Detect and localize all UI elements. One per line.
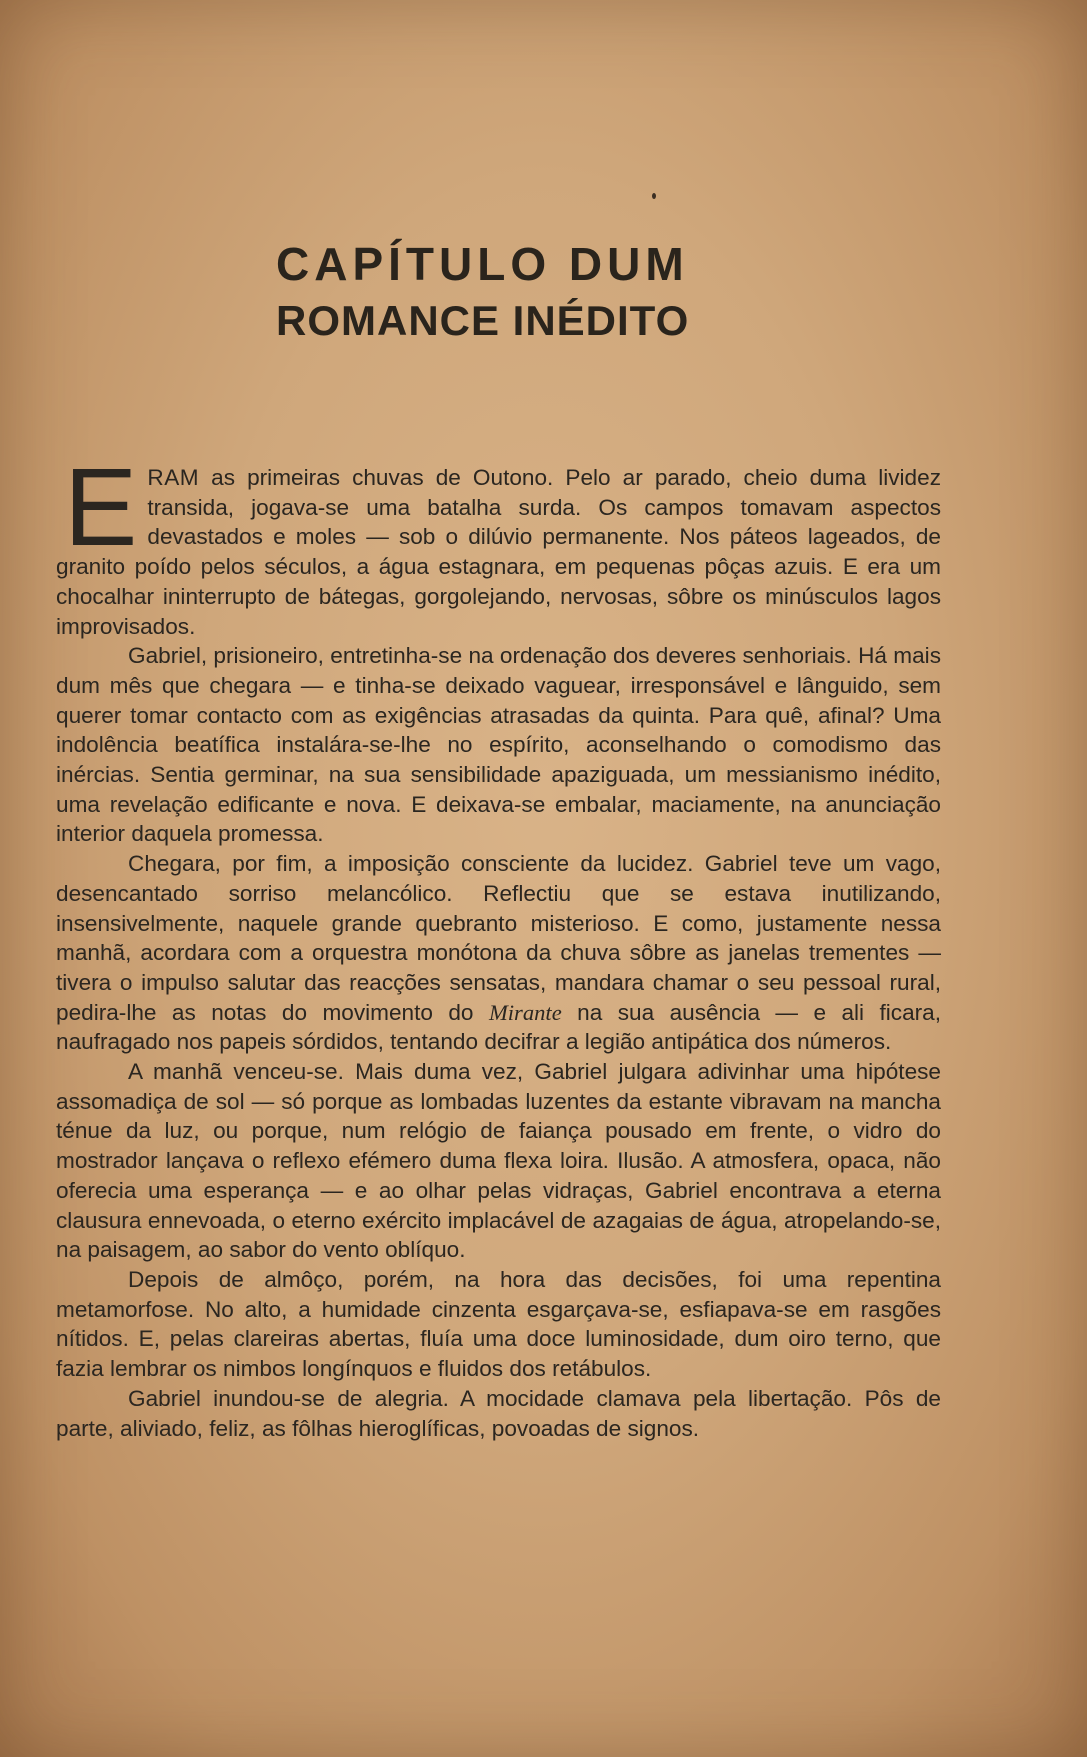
paragraph-4: A manhã venceu-se. Mais duma vez, Gabriel julgara adivinhar uma hipótese assomadiça de sol — só porque as lombadas luzentes da estante vibravam na mancha ténue da luz, ou porque, num relógio de faiança pousado em frente, o vidro do mostrador lançava o reflexo efémero duma flexa loira. Ilusão. A atmosfera, opaca, não oferecia uma esperança — e ao olhar pelas vidraças, Gabriel encontrava a eterna clausura ennevoada, o eterno exército implacável de azagaias de água, atropelando-se, na paisagem, ao sabor do vento oblíquo. xyxy=(56,1059,941,1263)
lead-word: RAM xyxy=(147,465,200,490)
drop-cap: E xyxy=(64,446,138,569)
paragraph-2: Gabriel, prisioneiro, entretinha-se na ordenação dos deveres senhoriais. Há mais dum mês que chegara — e tinha-se deixado vaguear, irresponsável e lânguido, sem querer tomar contacto com as exigências atrasadas da quinta. Para quê, afinal? Uma indolência beatífica instalára-se-lhe no espírito, aconselhando o comodismo das inércias. Sentia germinar, na sua sensibilidade apaziguada, um messianismo inédito, uma revelação edificante e nova. E deixava-se embalar, maciamente, na anunciação interior daquela promessa. xyxy=(56,643,941,847)
paragraph-3 xyxy=(56,849,941,1057)
paragraph-1 xyxy=(56,446,941,641)
chapter-title-line-2: ROMANCE INÉDITO xyxy=(276,297,690,344)
place-name-italic: Mirante xyxy=(488,999,562,1025)
ink-speck xyxy=(652,193,656,199)
paragraph-3-text-b: na sua ausência — e ali ficara, naufragado nos papeis sórdidos, tentando decifrar a legião antipática dos números. xyxy=(56,999,942,1055)
chapter-title-line-1: CAPÍTULO DUM xyxy=(276,238,689,290)
paragraph-1-text: as primeiras chuvas de Outono. Pelo ar parado, cheio duma lividez transida, jogava-se uma batalha surda. Os campos tomavam aspectos devastados e moles — sob o dilúvio permanente. Nos páteos lageados, de granito poído pelos séculos, a água estagnara, em pequenas pôças azuis. E era um chocalhar ininterrupto de bátegas, gorgolejando, nervosas, sôbre os minúsculos lagos improvisados. xyxy=(56,465,941,639)
body-text xyxy=(56,446,942,1443)
chapter-title xyxy=(276,236,976,350)
paragraph-5: Depois de almôço, porém, na hora das decisões, foi uma repentina metamorfose. No alto, a humidade cinzenta esgarçava-se, esfiapava-se em rasgões nítidos. E, pelas clareiras abertas, fluía uma doce luminosidade, dum oiro terno, que fazia lembrar os nimbos longínquos e fluidos dos retábulos. xyxy=(56,1266,941,1382)
paragraph-3-text-a: Chegara, por fim, a imposição consciente da lucidez. Gabriel teve um vago, desencantado sorriso melancólico. Reflectiu que se estava inutilizando, insensivelmente, naquele grande quebranto misterioso. E como, justamente nessa manhã, acordara com a orquestra monótona da chuva sôbre as janelas trementes — tivera o impulso salutar das reacções sensatas, mandara chamar o seu pessoal rural, pedira-lhe as notas do movimento do xyxy=(56,851,941,1025)
paragraph-6: Gabriel inundou-se de alegria. A mocidade clamava pela libertação. Pôs de parte, aliviado, feliz, as fôlhas hieroglíficas, povoadas de signos. xyxy=(56,1385,941,1441)
